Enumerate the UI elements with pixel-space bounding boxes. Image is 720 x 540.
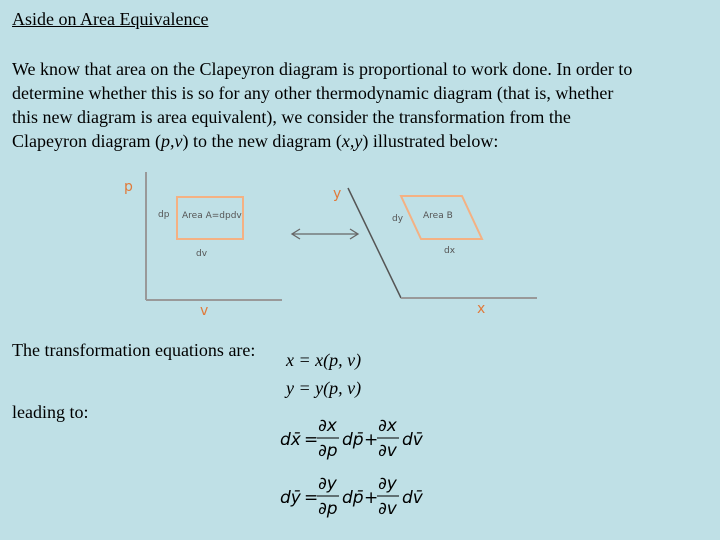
transformation-label: The transformation equations are: xyxy=(12,340,256,360)
double-arrow-icon xyxy=(292,229,358,239)
intro-line-3: this new diagram is area equivalent), we consider the transformation from the xyxy=(12,107,571,127)
area-a-label: Area A=dpdv xyxy=(182,211,242,221)
right-axis-y-label: y xyxy=(333,186,342,202)
svg-text:dx̄: dx̄ xyxy=(280,430,301,450)
right-axis-x-label: x xyxy=(477,301,486,317)
differential-equations xyxy=(278,415,478,530)
dp-label: dp xyxy=(158,210,170,220)
svg-text:dp̄: dp̄ xyxy=(342,430,364,450)
slide-title: Aside on Area Equivalence xyxy=(12,9,209,29)
leading-label: leading to: xyxy=(12,402,89,422)
left-axis-v-label: v xyxy=(200,303,209,319)
dx-label: dx xyxy=(444,246,456,256)
dv-label: dv xyxy=(196,249,208,259)
svg-text:∂p: ∂p xyxy=(318,499,338,519)
svg-text:∂x: ∂x xyxy=(378,416,397,436)
svg-text:dp̄: dp̄ xyxy=(342,488,364,508)
svg-text:dȳ: dȳ xyxy=(280,488,301,508)
left-axis-p-label: p xyxy=(124,179,133,195)
area-b-label: Area B xyxy=(423,211,453,221)
intro-paragraph xyxy=(12,57,712,153)
intro-line-2: determine whether this is so for any other thermodynamic diagram (that is, whether xyxy=(12,83,614,103)
dy-label: dy xyxy=(392,214,404,224)
clapeyron-diagram xyxy=(124,172,282,319)
svg-text:∂v: ∂v xyxy=(378,499,397,519)
svg-text:+: + xyxy=(364,488,379,508)
svg-text:∂y: ∂y xyxy=(318,474,337,494)
transformation-figure xyxy=(0,160,720,330)
right-slanted-axis xyxy=(348,188,401,298)
equation-x: x = x(p, v) xyxy=(286,350,362,370)
svg-text:∂p: ∂p xyxy=(318,441,338,461)
svg-text:=: = xyxy=(304,488,319,508)
svg-text:=: = xyxy=(304,430,319,450)
equation-y: y = y(p, v) xyxy=(286,378,362,398)
svg-text:dv̄: dv̄ xyxy=(402,430,423,450)
svg-text:∂x: ∂x xyxy=(318,416,337,436)
xy-diagram xyxy=(333,186,537,317)
svg-text:dv̄: dv̄ xyxy=(402,488,423,508)
intro-line-1: We know that area on the Clapeyron diagram is proportional to work done. In order to xyxy=(12,59,633,79)
svg-text:∂y: ∂y xyxy=(378,474,397,494)
svg-text:+: + xyxy=(364,430,379,450)
svg-text:∂v: ∂v xyxy=(378,441,397,461)
intro-line-4: Clapeyron diagram (p,v) to the new diagram (x,y) illustrated below: xyxy=(12,131,499,151)
